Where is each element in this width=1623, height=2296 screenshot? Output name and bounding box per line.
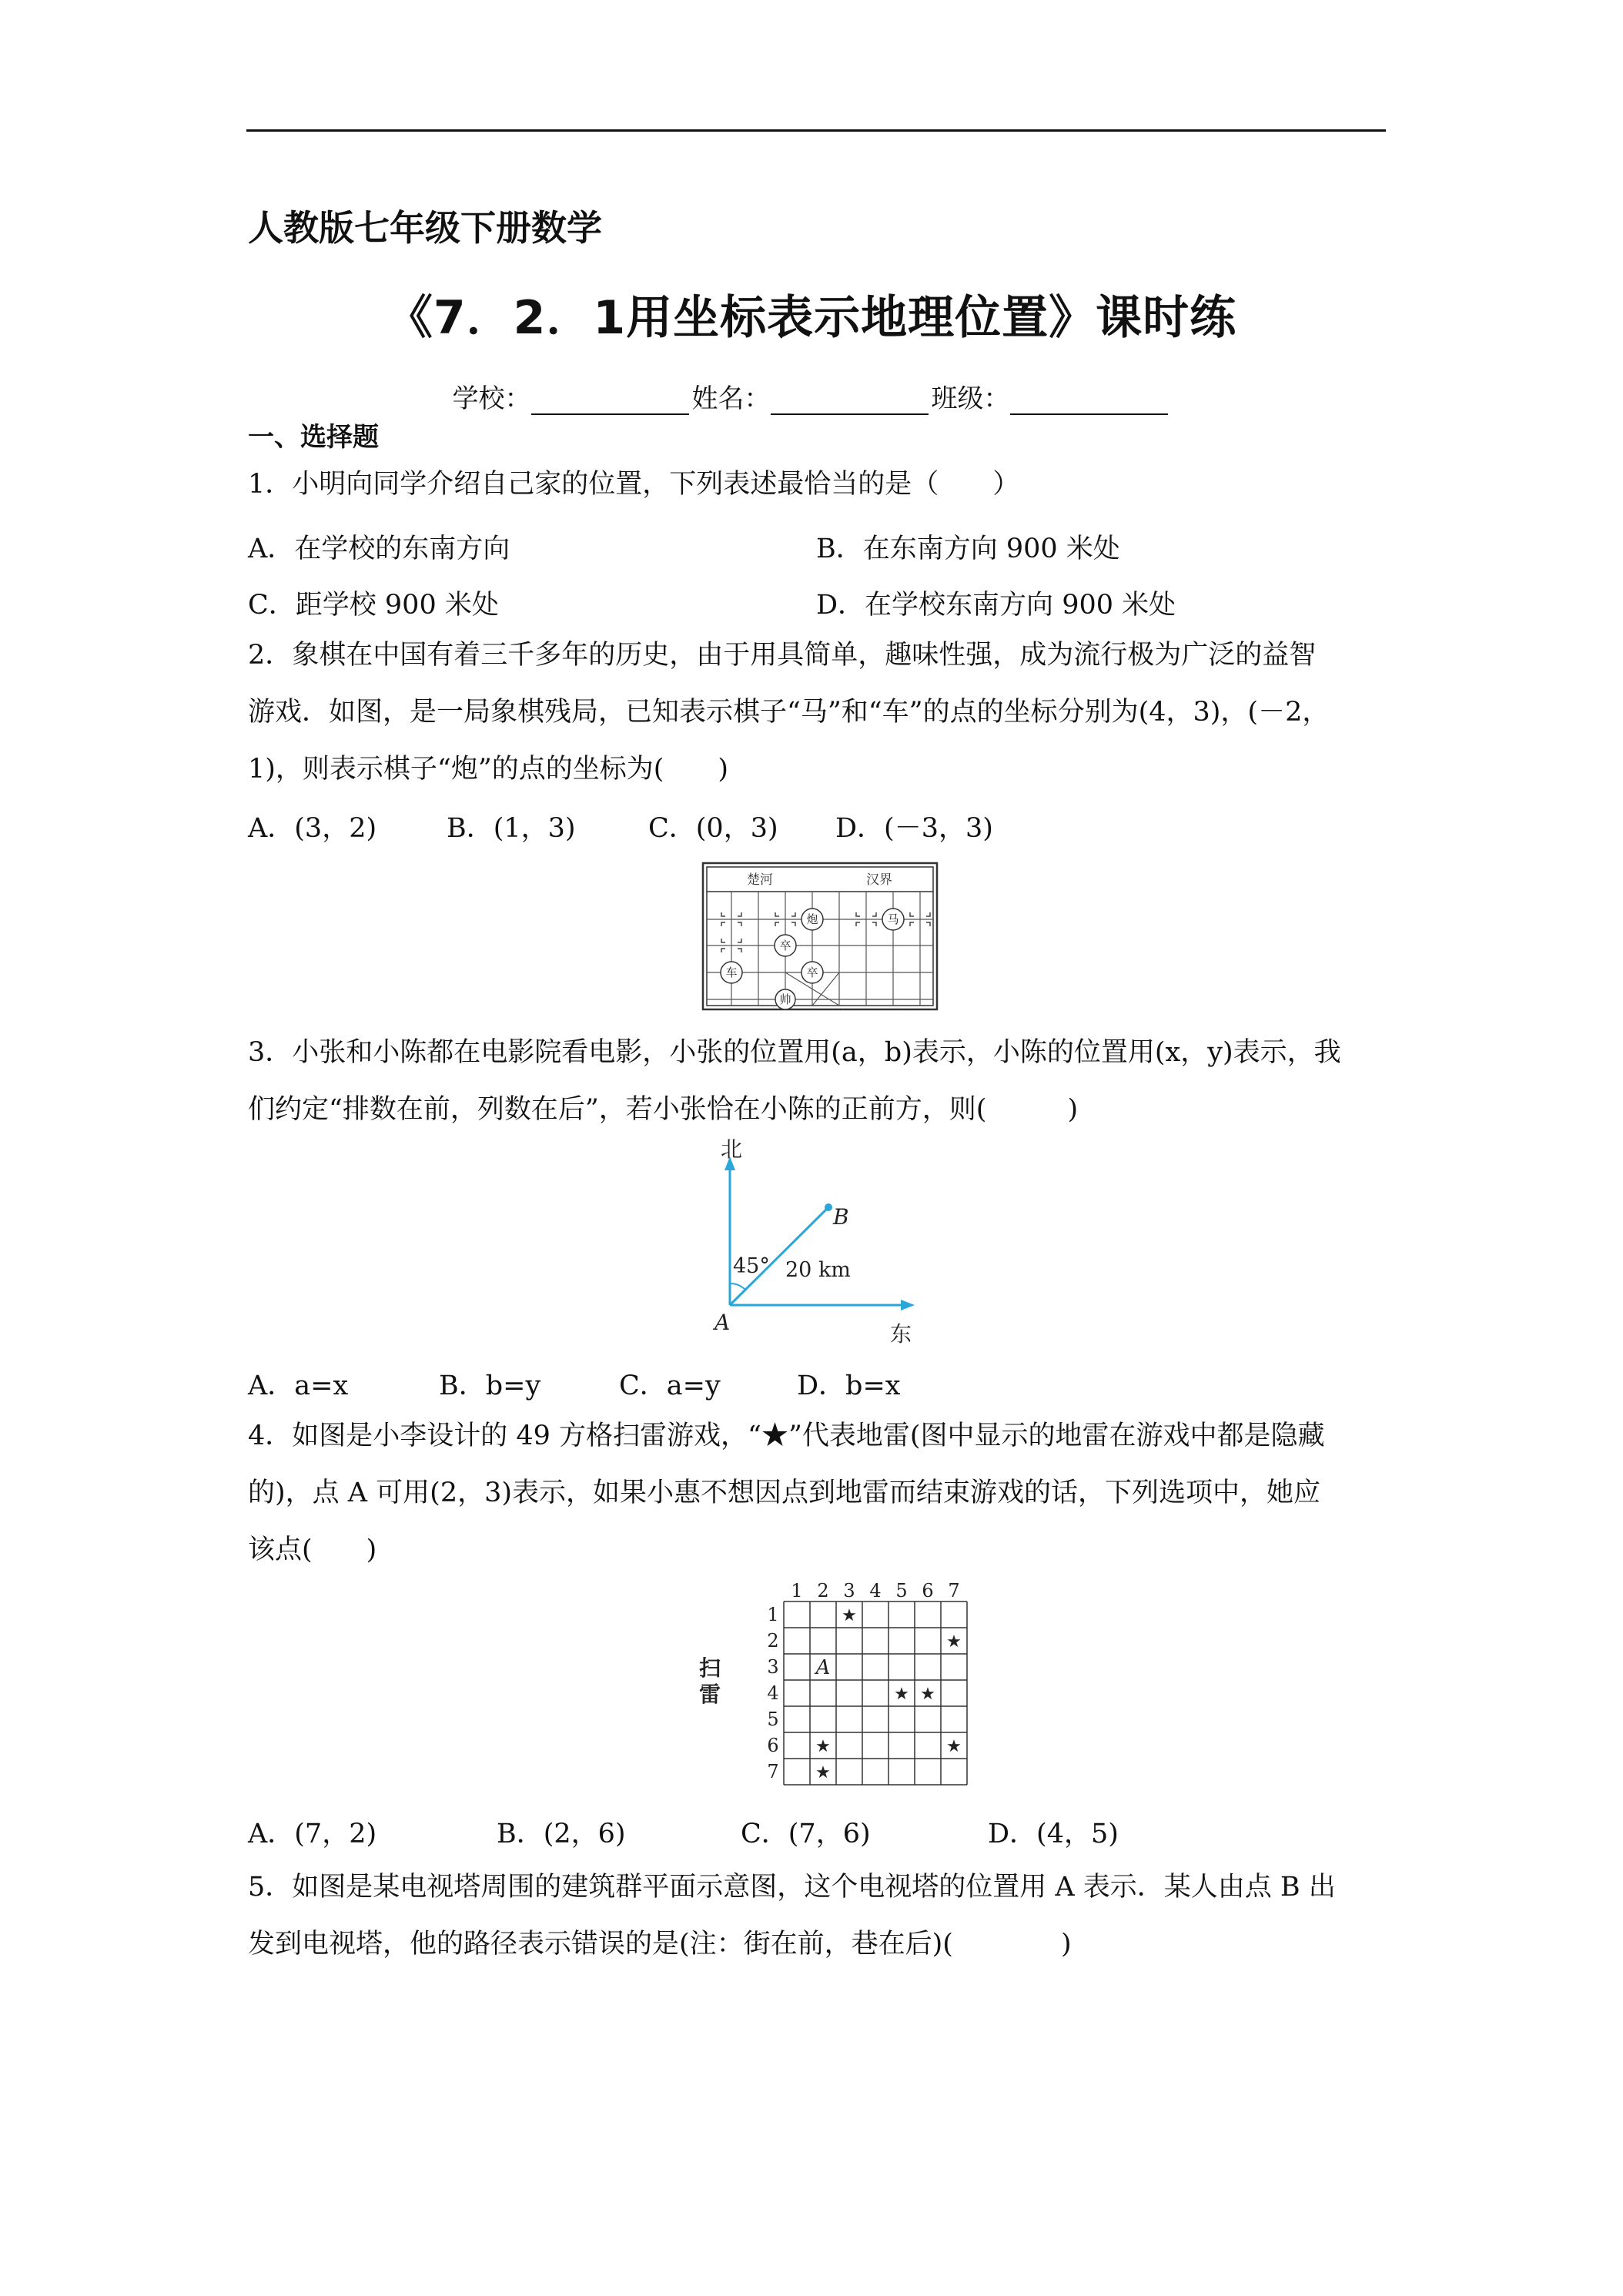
row-label: 2: [767, 1630, 779, 1652]
q3-option-b[interactable]: B．b=y: [439, 1371, 541, 1401]
column-label: 3: [843, 1580, 855, 1602]
chess-piece-zu-1: 卒: [779, 939, 791, 952]
q3-option-d[interactable]: D．b=x: [797, 1371, 901, 1401]
mine-star-icon: ★: [842, 1606, 857, 1625]
minesweeper-grid-figure: [693, 1578, 962, 1798]
q2-option-a[interactable]: A．(3，2): [248, 813, 377, 844]
east-label: 东: [890, 1321, 912, 1347]
distance-label: 20 km: [785, 1258, 851, 1282]
column-label: 1: [791, 1580, 803, 1602]
chess-board-figure: [701, 861, 939, 1012]
column-label: 2: [817, 1580, 829, 1602]
q4-option-a[interactable]: A．(7，2): [248, 1819, 377, 1849]
q4-option-b[interactable]: B．(2，6): [497, 1819, 626, 1849]
q2-line-1: 2．象棋在中国有着三千多年的历史，由于用具简单，趣味性强，成为流行极为广泛的益智: [248, 640, 1317, 671]
row-label: 4: [767, 1682, 779, 1704]
q1-stem: 1．小明向同学介绍自己家的位置，下列表述最恰当的是（ ）: [248, 469, 1020, 500]
q1-option-c[interactable]: C．距学校 900 米处: [248, 590, 499, 621]
river-right-label: 汉界: [866, 872, 892, 888]
q2-option-b[interactable]: B．(1，3): [447, 813, 576, 844]
compass-direction-figure: [701, 1136, 932, 1347]
mine-star-icon: ★: [894, 1685, 909, 1704]
row-label: 1: [767, 1604, 779, 1625]
student-info-line: [0, 377, 1623, 415]
angle-label: 45°: [733, 1254, 770, 1278]
chess-piece-ma: 马: [887, 912, 899, 926]
q1-option-d[interactable]: D．在学校东南方向 900 米处: [816, 590, 1176, 621]
row-label: 7: [767, 1761, 779, 1782]
mine-star-icon: ★: [815, 1763, 831, 1782]
chess-piece-zu-2: 卒: [806, 966, 818, 979]
q4-line-1: 4．如图是小李设计的 49 方格扫雷游戏，“★”代表地雷(图中显示的地雷在游戏中都是隐藏: [248, 1421, 1325, 1451]
q2-option-d[interactable]: D．(－3，3): [835, 813, 993, 844]
row-label: 5: [767, 1709, 779, 1730]
mine-star-icon: ★: [815, 1737, 831, 1756]
row-label: 6: [767, 1735, 779, 1756]
river-left-label: 楚河: [747, 872, 773, 888]
mine-star-icon: ★: [946, 1632, 962, 1652]
name-blank[interactable]: [771, 389, 929, 415]
school-blank[interactable]: [531, 389, 689, 415]
q4-option-c[interactable]: C．(7，6): [741, 1819, 871, 1849]
north-label: 北: [721, 1136, 743, 1162]
q3-line-1: 3．小张和小陈都在电影院看电影，小张的位置用(a，b)表示，小陈的位置用(x，y)表示，我: [248, 1037, 1341, 1068]
point-a-label: A: [714, 1310, 731, 1335]
textbook-subtitle: 人教版七年级下册数学: [248, 207, 602, 249]
q5-line-1: 5．如图是某电视塔周围的建筑群平面示意图，这个电视塔的位置用 A 表示．某人由点 B 出: [248, 1872, 1336, 1903]
row-label: 3: [767, 1656, 779, 1678]
q1-option-a[interactable]: A．在学校的东南方向: [248, 534, 510, 564]
point-b-label: B: [833, 1204, 849, 1230]
q4-line-3: 该点( ): [248, 1535, 377, 1565]
q5-line-2: 发到电视塔，他的路径表示错误的是(注：街在前，巷在后)( ): [248, 1929, 1072, 1960]
q2-option-c[interactable]: C．(0，3): [648, 813, 778, 844]
chess-piece-shuai: 帅: [779, 992, 791, 1006]
class-blank[interactable]: [1010, 389, 1168, 415]
q2-line-2: 游戏．如图，是一局象棋残局，已知表示棋子“马”和“车”的点的坐标分别为(4，3)，(－2，: [248, 697, 1330, 728]
chess-piece-pao: 炮: [806, 912, 818, 926]
q2-line-3: 1)，则表示棋子“炮”的点的坐标为( ): [248, 754, 729, 785]
school-label: 学校：: [452, 383, 531, 414]
column-label: 6: [922, 1580, 934, 1602]
q4-option-d[interactable]: D．(4，5): [988, 1819, 1119, 1849]
point-a-cell: A: [815, 1656, 831, 1679]
q3-option-c[interactable]: C．a=y: [619, 1371, 721, 1401]
q3-option-a[interactable]: A．a=x: [248, 1371, 349, 1401]
page-title: 《7．2．1用坐标表示地理位置》课时练: [386, 291, 1237, 345]
class-label: 班级：: [931, 383, 1010, 414]
header-rule: [246, 129, 1386, 132]
mine-star-icon: ★: [920, 1685, 935, 1704]
name-label: 姓名：: [691, 383, 771, 414]
column-label: 5: [895, 1580, 908, 1602]
mine-star-icon: ★: [946, 1737, 962, 1756]
column-label: 4: [869, 1580, 882, 1602]
chess-piece-che: 车: [725, 966, 738, 979]
side-label-1: 扫: [698, 1655, 721, 1681]
side-label-2: 雷: [698, 1682, 721, 1707]
q4-line-2: 的)，点 A 可用(2，3)表示，如果小惠不想因点到地雷而结束游戏的话，下列选项中，她应: [248, 1478, 1321, 1508]
section-heading: 一、选择题: [248, 422, 379, 453]
q1-option-b[interactable]: B．在东南方向 900 米处: [816, 534, 1120, 564]
column-label: 7: [948, 1580, 960, 1602]
q3-line-2: 们约定“排数在前，列数在后”，若小张恰在小陈的正前方，则( ): [248, 1094, 1079, 1125]
